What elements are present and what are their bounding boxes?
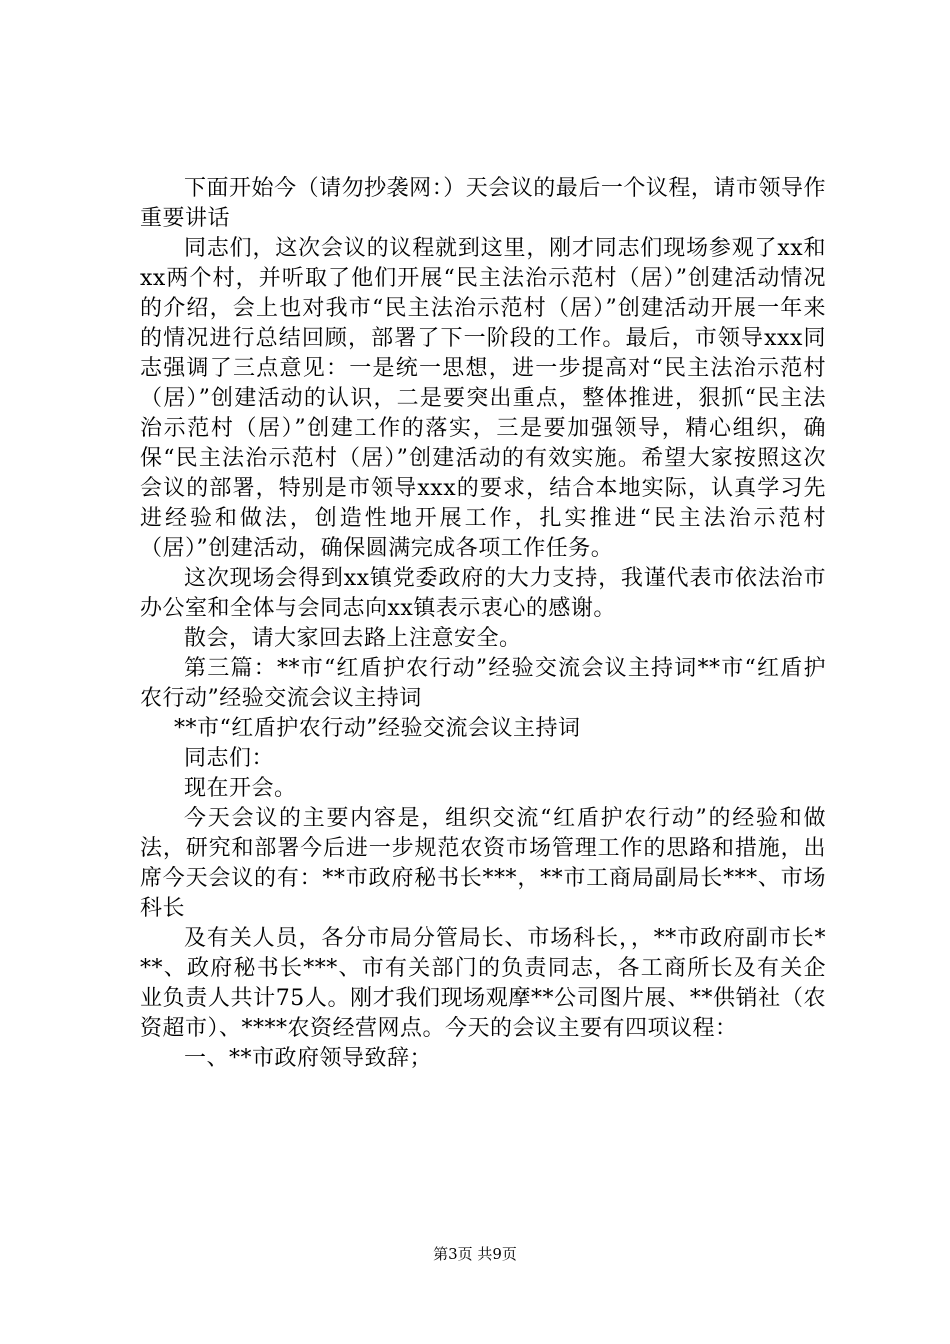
page-number-footer: 第3页 共9页 [433, 1245, 517, 1263]
paragraph-closing-speech-intro: 下面开始今（请勿抄袭网：）天会议的最后一个议程，请市领导作重要讲话 [140, 176, 826, 231]
paragraph-open-meeting: 现在开会。 [184, 776, 297, 801]
paragraph-agenda-item-1: 一、**市政府领导致辞； [184, 1046, 433, 1071]
paragraph-meeting-content: 今天会议的主要内容是，组织交流“红盾护农行动”的经验和做法，研究和部署今后进一步规范农资市场管理工作的思路和措施，出席今天会议的有：**市政府秘书长***，**市工商局副局长***、市场科长 [140, 806, 826, 921]
paragraph-thanks: 这次现场会得到xx镇党委政府的大力支持，我谨代表市依法治市办公室和全体与会同志向xx镇表示衷心的感谢。 [140, 566, 826, 621]
paragraph-subtitle: **市“红盾护农行动”经验交流会议主持词 [174, 716, 581, 741]
document-body [140, 174, 826, 1074]
paragraph-attendees: 及有关人员，各分市局分管局长、市场科长，，**市政府副市长***、政府秘书长***、市有关部门的负责同志，各工商所长及有关企业负责人共计75人。刚才我们现场观摩**公司图片展、**供销社（农资超市）、****农资经营网点。今天的会议主要有四项议程： [140, 926, 826, 1041]
paragraph-greeting: 同志们： [184, 746, 275, 771]
paragraph-chapter-heading: 第三篇：**市“红盾护农行动”经验交流会议主持词**市“红盾护农行动”经验交流会议主持词 [140, 656, 826, 711]
paragraph-adjourn: 散会，请大家回去路上注意安全。 [184, 626, 522, 651]
paragraph-meeting-summary: 同志们，这次会议的议程就到这里，刚才同志们现场参观了xx和xx两个村，并听取了他们开展“民主法治示范村（居）”创建活动情况的介绍，会上也对我市“民主法治示范村（居）”创建活动开展一年来的情况进行总结回顾，部署了下一阶段的工作。最后，市领导xxx同志强调了三点意见：一是统一思想，进一步提高对“民主法治示范村（居）”创建活动的认识，二是要突出重点，整体推进，狠抓“民主法治示范村（居）”创建工作的落实，三是要加强领导，精心组织，确保“民主法治示范村（居）”创建活动的有效实施。希望大家按照这次会议的部署，特别是市领导xxx的要求，结合本地实际，认真学习先进经验和做法，创造性地开展工作，扎实推进“民主法治示范村（居）”创建活动，确保圆满完成各项工作任务。 [140, 236, 826, 561]
